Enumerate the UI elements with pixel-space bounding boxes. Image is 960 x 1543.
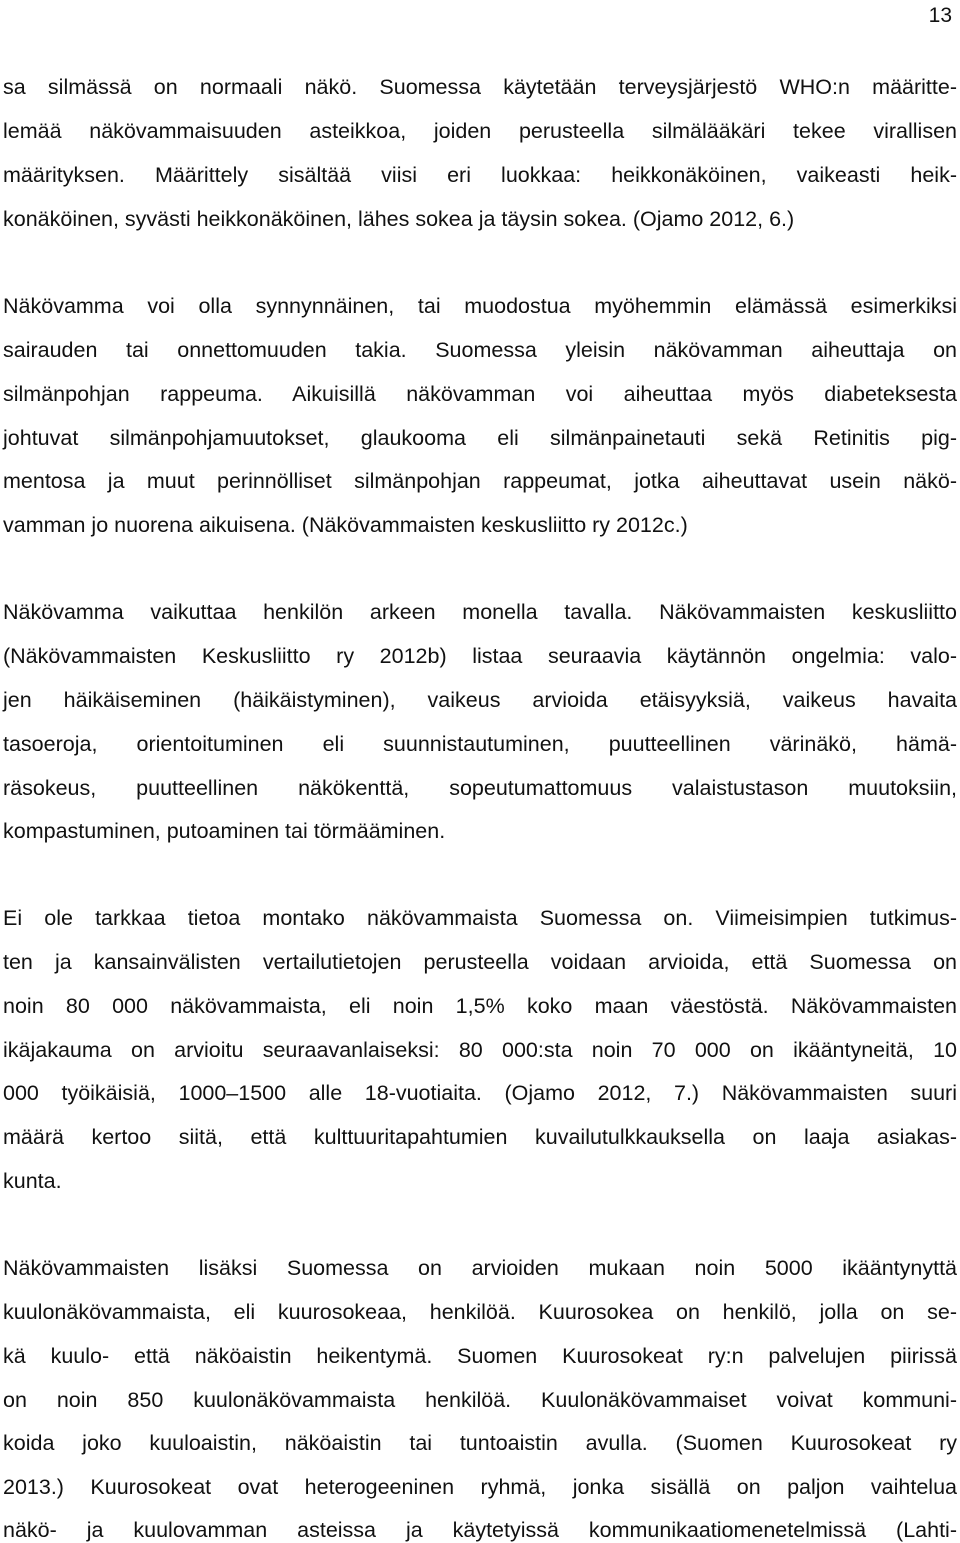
text-line: sairauden tai onnettomuuden takia. Suomessa yleisin näkövamman aiheuttaja on: [3, 338, 957, 362]
text-line: lemää näkövammaisuuden asteikkoa, joiden perusteella silmälääkäri tekee virallisen: [3, 119, 957, 143]
text-line: määrityksen. Määrittely sisältää viisi eri luokkaa: heikkonäköinen, vaikeasti heik-: [3, 163, 957, 187]
text-line: on noin 850 kuulonäkövammaista henkilöä. Kuulonäkövammaiset voivat kommuni-: [3, 1388, 957, 1412]
text-line: 000 työikäisiä, 1000–1500 alle 18-vuotiaita. (Ojamo 2012, 7.) Näkövammaisten suuri: [3, 1081, 957, 1105]
text-line: jen häikäiseminen (häikäistyminen), vaikeus arvioida etäisyyksiä, vaikeus havaita: [3, 688, 957, 712]
text-line: johtuvat silmänpohjamuutokset, glaukooma eli silmänpainetauti sekä Retinitis pig-: [3, 426, 957, 450]
text-line: silmänpohjan rappeuma. Aikuisillä näkövamman voi aiheuttaa myös diabeteksesta: [3, 382, 957, 406]
page-number: 13: [928, 4, 952, 27]
text-line: määrä kertoo siitä, että kulttuuritapahtumien kuvailutulkkauksella on laaja asiakas-: [3, 1125, 957, 1149]
text-line: konäköinen, syvästi heikkonäköinen, lähes sokea ja täysin sokea. (Ojamo 2012, 6.): [3, 207, 795, 231]
text-line: Näkövamma voi olla synnynnäinen, tai muodostua myöhemmin elämässä esimerkiksi: [3, 294, 957, 318]
text-line: tasoeroja, orientoituminen eli suunnistautuminen, puutteellinen värinäkö, hämä-: [3, 732, 957, 756]
text-line: Näkövamma vaikuttaa henkilön arkeen monella tavalla. Näkövammaisten keskusliitto: [3, 600, 957, 624]
text-line: kompastuminen, putoaminen tai törmääminen.: [3, 819, 446, 843]
text-line: kunta.: [3, 1169, 62, 1193]
text-line: vamman jo nuorena aikuisena. (Näkövammaisten keskusliitto ry 2012c.): [3, 513, 688, 537]
text-line: ten ja kansainvälisten vertailutietojen perusteella voidaan arvioida, että Suomessa on: [3, 950, 957, 974]
text-line: räsokeus, puutteellinen näkökenttä, sopeutumattomuus valaistustason muutoksiin,: [3, 776, 957, 800]
text-line: 2013.) Kuurosokeat ovat heterogeeninen ryhmä, jonka sisällä on paljon vaihtelua: [3, 1475, 957, 1499]
text-line: Ei ole tarkkaa tietoa montako näkövammaista Suomessa on. Viimeisimpien tutkimus-: [3, 906, 957, 930]
text-line: mentosa ja muut perinnölliset silmänpohjan rappeumat, jotka aiheuttavat usein näkö-: [3, 469, 957, 493]
text-line: noin 80 000 näkövammaista, eli noin 1,5% koko maan väestöstä. Näkövammaisten: [3, 994, 957, 1018]
text-line: (Näkövammaisten Keskusliitto ry 2012b) listaa seuraavia käytännön ongelmia: valo-: [3, 644, 957, 668]
text-line: Näkövammaisten lisäksi Suomessa on arvioiden mukaan noin 5000 ikääntynyttä: [3, 1256, 957, 1280]
text-line: näkö- ja kuulovamman asteissa ja käytetyissä kommunikaatiomenetelmissä (Lahti-: [3, 1518, 957, 1542]
text-line: sa silmässä on normaali näkö. Suomessa käytetään terveysjärjestö WHO:n määritte-: [3, 75, 957, 99]
text-line: kuulonäkövammaista, eli kuurosokeaa, henkilöä. Kuurosokea on henkilö, jolla on se-: [3, 1300, 957, 1324]
text-line: ikäjakauma on arvioitu seuraavanlaiseksi: 80 000:sta noin 70 000 on ikääntyneitä, 10: [3, 1038, 957, 1062]
text-line: kä kuulo- että näköaistin heikentymä. Suomen Kuurosokeat ry:n palvelujen piirissä: [3, 1344, 957, 1368]
text-line: koida joko kuuloaistin, näköaistin tai tuntoaistin avulla. (Suomen Kuurosokeat ry: [3, 1431, 957, 1455]
